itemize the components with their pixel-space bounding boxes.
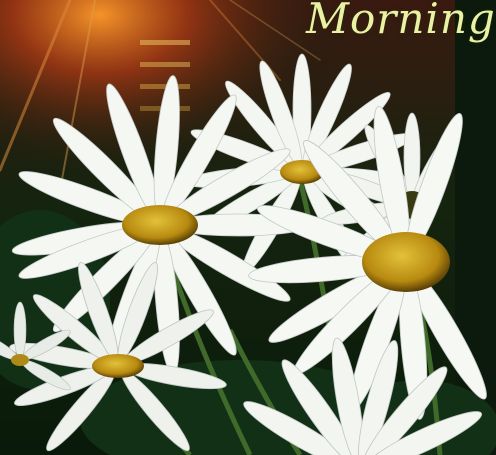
greeting-text: Morning [306, 0, 496, 43]
